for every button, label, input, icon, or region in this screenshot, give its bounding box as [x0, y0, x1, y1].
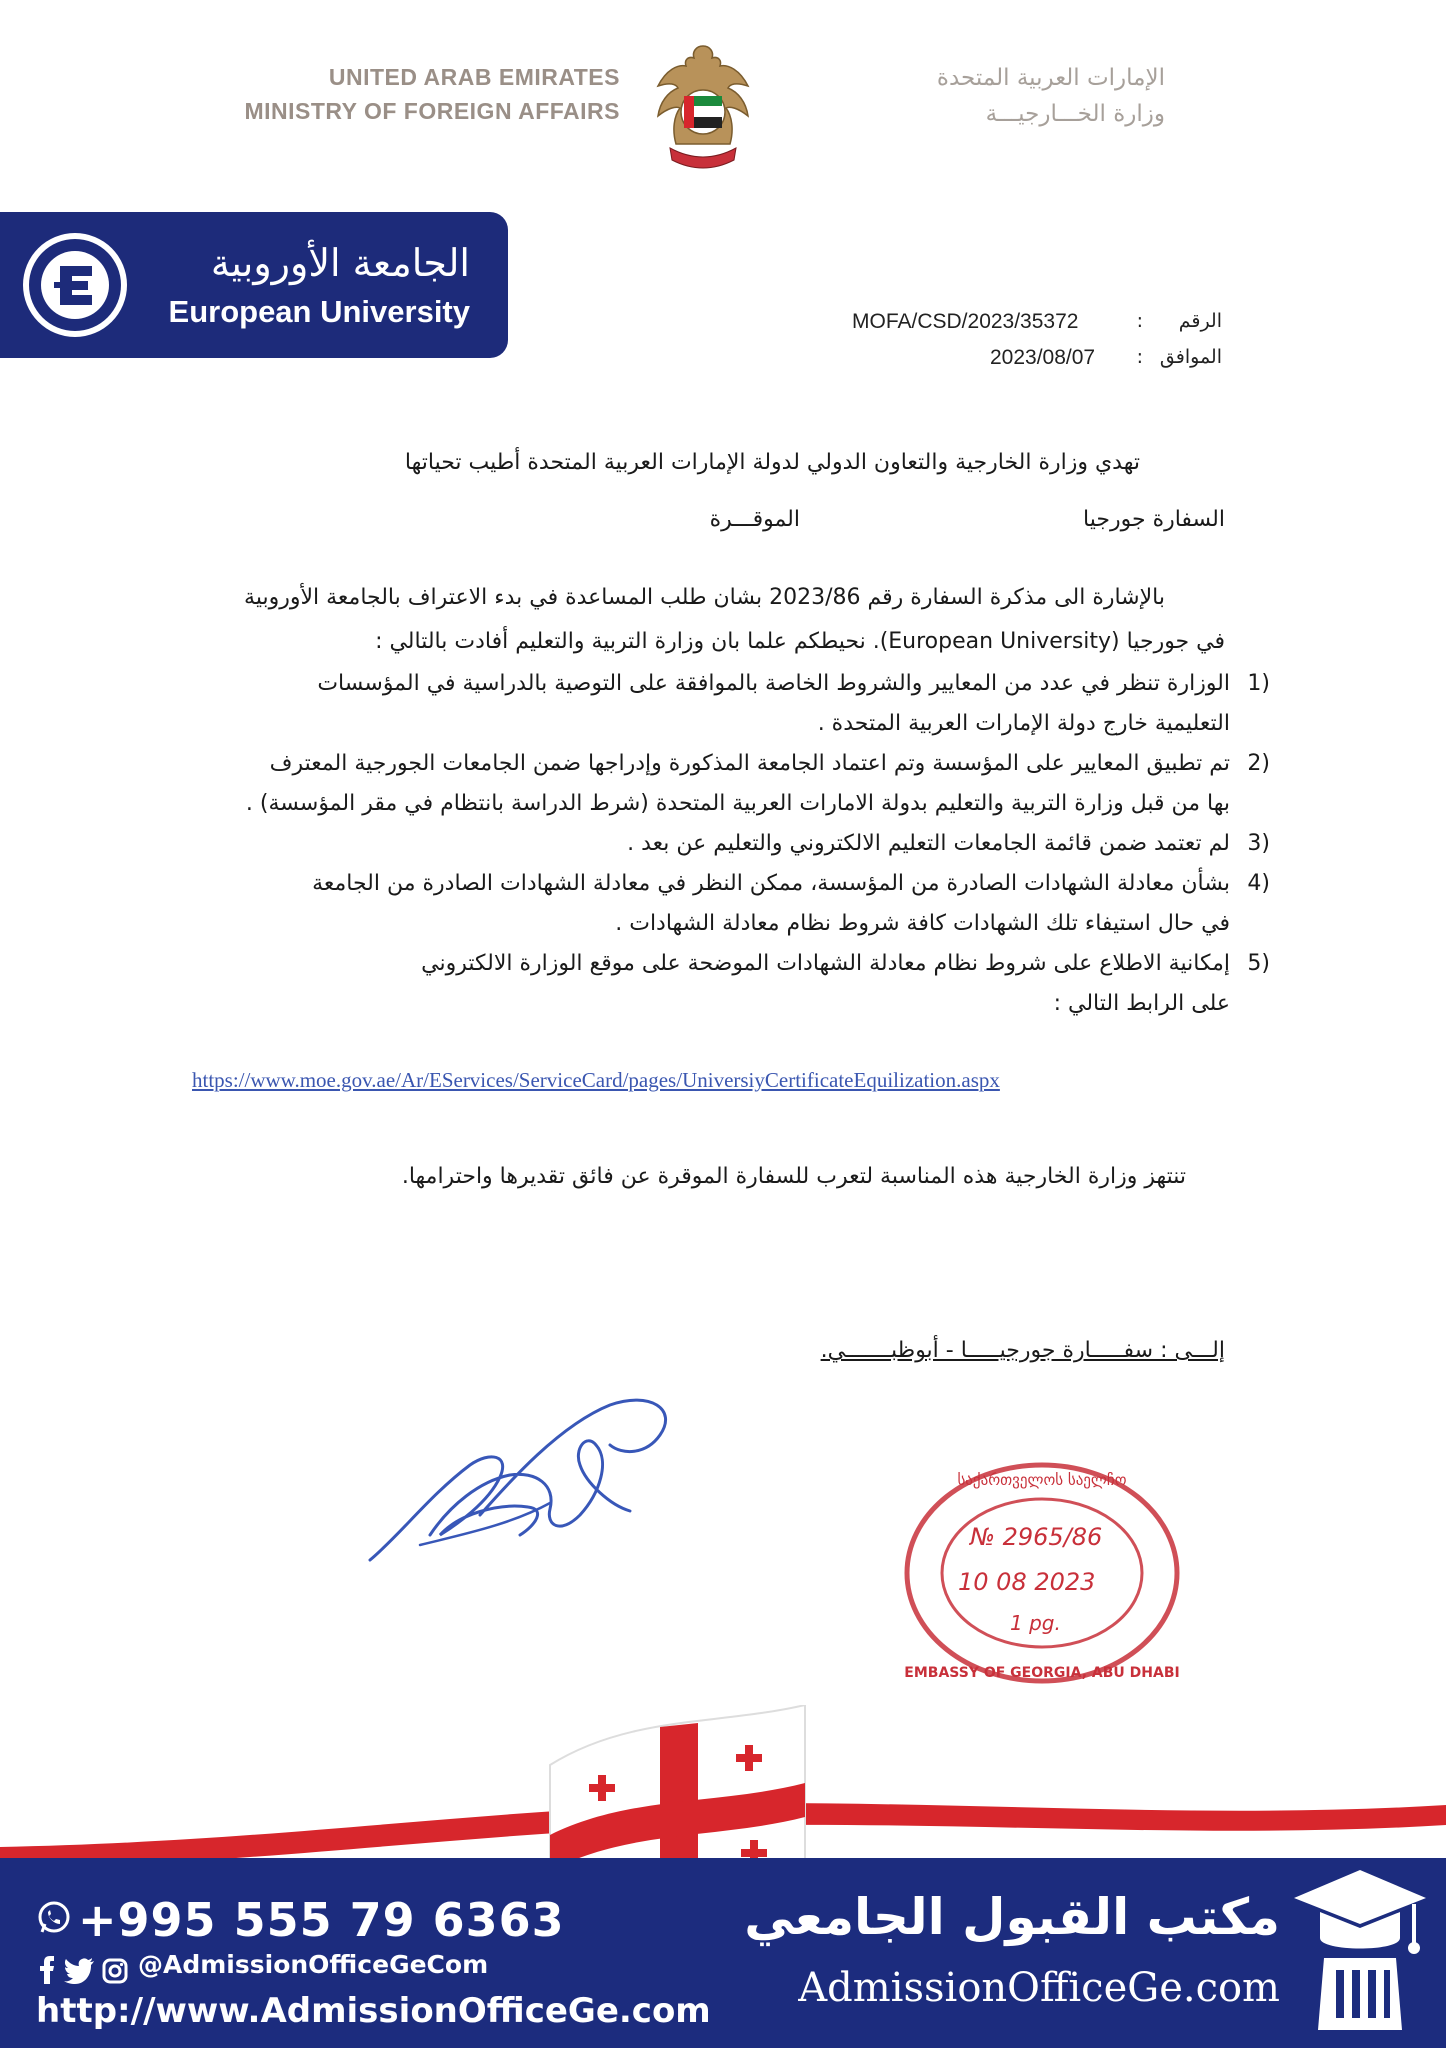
list-item-number: 2) [1247, 751, 1270, 776]
list-item-line: إمكانية الاطلاع على شروط نظام معادلة الشهادات الموضحة على موقع الوزارة الالكتروني [421, 951, 1230, 976]
reference-number-label: الرقم [1178, 310, 1222, 332]
stamp-ring-top: საქართველოს საელჩო [957, 1471, 1127, 1489]
stamp-number: № 2965/86 [970, 1523, 1103, 1551]
reference-date-label: الموافق [1159, 346, 1222, 368]
european-university-banner [0, 212, 508, 358]
letterhead-ministry: MINISTRY OF FOREIGN AFFAIRS [244, 98, 620, 124]
list-item [190, 744, 1270, 824]
stamp-date: 10 08 2023 [958, 1568, 1096, 1596]
list-item-line: الوزارة تنظر في عدد من المعايير والشروط الخاصة بالموافقة على التوصية بالدراسية في المؤسسات [317, 671, 1230, 696]
list-item-line: على الرابط التالي : [1053, 991, 1230, 1016]
list-item-line: لم تعتمد ضمن قائمة الجامعات التعليم الالكتروني والتعليم عن بعد . [627, 831, 1230, 856]
moe-equalization-link[interactable]: https://www.moe.gov.ae/Ar/EServices/ServiceCard/pages/UniversiyCertificateEquilization.aspx [192, 1068, 1000, 1092]
uae-eagle-emblem-icon [648, 40, 758, 180]
twitter-icon[interactable] [64, 1958, 94, 1984]
handwritten-signature-icon [360, 1385, 680, 1575]
list-item-line: بها من قبل وزارة التربية والتعليم بدولة الامارات العربية المتحدة (شرط الدراسة بانتظام في مقر المؤسسة) . [245, 791, 1230, 816]
list-item-number: 4) [1247, 871, 1270, 896]
letter-intro-line1: بالإشارة الى مذكرة السفارة رقم 2023/86 بشان طلب المساعدة في بدء الاعتراف بالجامعة الأوروبية [244, 585, 1165, 610]
letterhead-english [200, 60, 620, 128]
reference-number-separator: : [1136, 310, 1143, 332]
embassy-stamp [900, 1455, 1185, 1690]
letter-greeting: تهدي وزارة الخارجية والتعاون الدولي لدولة الإمارات العربية المتحدة أطيب تحياتها [404, 450, 1140, 475]
list-item [190, 664, 1270, 744]
instagram-icon[interactable] [102, 1958, 128, 1984]
letter-points-list [190, 664, 1270, 1024]
letterhead-arabic [785, 60, 1165, 132]
reference-date-value: 2023/08/07 [990, 346, 1096, 369]
whatsapp-icon [36, 1900, 72, 1936]
reference-number-value: MOFA/CSD/2023/35372 [852, 310, 1079, 333]
letter-intro-line2: في جورجيا (European University). نحيطكم علما بان وزارة التربية والتعليم أفادت بالتالي : [375, 629, 1225, 654]
university-name-english: European University [168, 294, 470, 329]
list-item-line: في حال استيفاء تلك الشهادات كافة شروط نظام معادلة الشهادات . [615, 911, 1230, 936]
recipient-honorific: الموقـــرة [709, 507, 800, 532]
list-item [190, 864, 1270, 944]
footer-website[interactable]: http://www.AdmissionOfficeGe.com [36, 1991, 711, 2031]
university-name-arabic: الجامعة الأوروبية [210, 241, 470, 285]
stamp-pages: 1 pg. [1010, 1611, 1061, 1635]
list-item-line: تم تطبيق المعايير على المؤسسة وتم اعتماد الجامعة المذكورة وإدراجها ضمن الجامعات الجورجية المعترف [269, 751, 1230, 776]
admission-office-name-arabic: مكتب القبول الجامعي [744, 1888, 1280, 1946]
list-item-line: التعليمية خارج دولة الإمارات العربية المتحدة . [817, 711, 1230, 736]
list-item [190, 944, 1270, 1024]
list-item-number: 1) [1247, 671, 1270, 696]
letter-addressee: إلـــى : سفـــــارة جورجيـــــا - أبوظبـــــــي. [820, 1338, 1225, 1363]
list-item-number: 3) [1247, 831, 1270, 856]
list-item [190, 824, 1270, 864]
list-item-number: 5) [1247, 951, 1270, 976]
footer-social-handle[interactable]: @AdmissionOfficeGeCom [138, 1950, 489, 1979]
stamp-ring-bottom: EMBASSY OF GEORGIA, ABU DHABI [904, 1665, 1180, 1681]
european-university-logo-icon [20, 230, 130, 340]
facebook-icon[interactable] [36, 1956, 58, 1984]
letterhead-ministry-ar: وزارة الخـــارجيـــة [985, 101, 1165, 127]
footer-phone[interactable]: +995 555 79 6363 [78, 1893, 565, 1947]
letterhead-country: UNITED ARAB EMIRATES [328, 64, 620, 90]
reference-date-separator: : [1136, 346, 1143, 368]
graduation-cap-icon [1290, 1862, 1430, 2038]
recipient-embassy: السفارة جورجيا [1083, 507, 1225, 532]
letterhead-country-ar: الإمارات العربية المتحدة [936, 65, 1165, 91]
letter-closing: تنتهز وزارة الخارجية هذه المناسبة لتعرب للسفارة الموقرة عن فائق تقديرها واحترامها. [401, 1164, 1186, 1189]
list-item-line: بشأن معادلة الشهادات الصادرة من المؤسسة، ممكن النظر في معادلة الشهادات الصادرة من الجامعة [312, 871, 1230, 896]
admission-office-name-english: AdmissionOfficeGe.com [798, 1965, 1280, 2011]
